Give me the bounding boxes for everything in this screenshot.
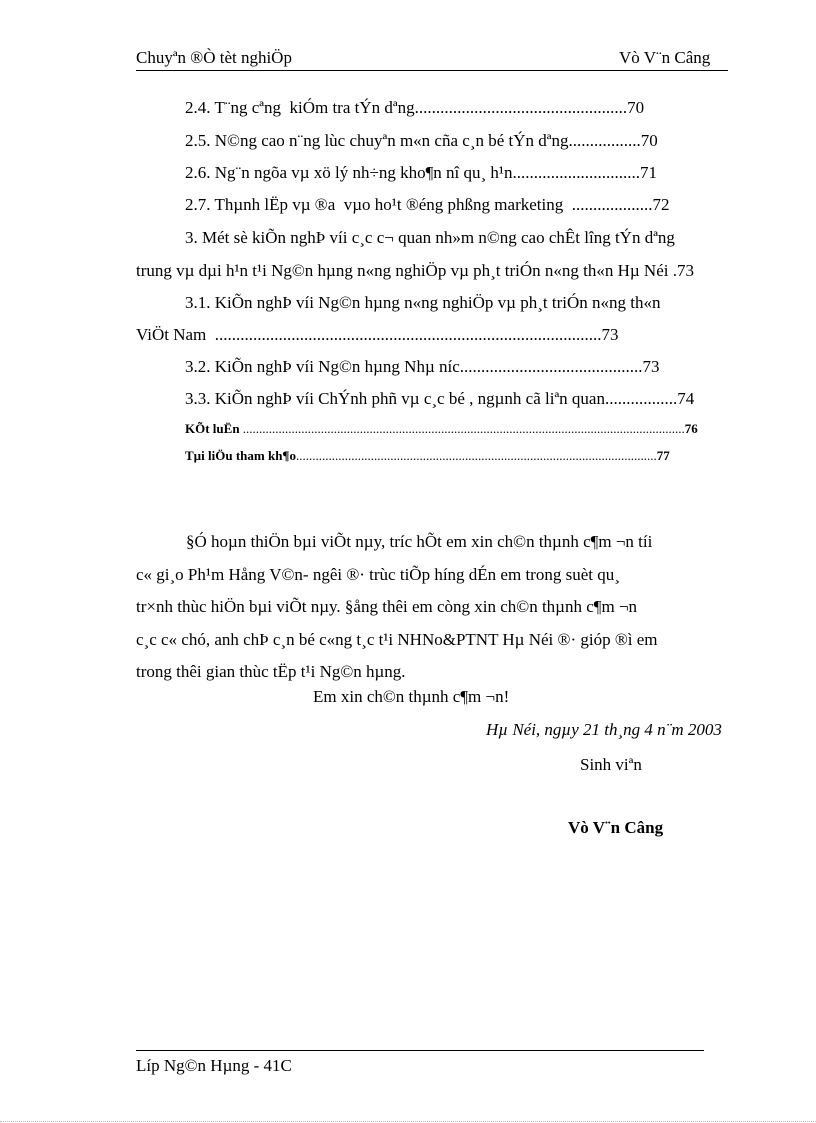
toc-entry: 2.4. T¨ng cªng kiÓm tra tÝn dªng..................................................70 (185, 98, 645, 117)
toc-entry: 3.2. KiÕn nghÞ víi Ng©n hµng Nhµ níc...........................................73 (185, 357, 660, 376)
page-edge (0, 1121, 816, 1122)
footer-rule (136, 1050, 704, 1051)
header-title: Chuyªn ®Ò tèt nghiÖp (136, 48, 292, 67)
toc-entry: trung vµ dµi h¹n t¹i Ng©n hµng n«ng nghiÖp vµ ph¸t triÓn n«ng th«n Hµ Néi .73 (136, 261, 694, 280)
toc-entry: KÕt luËn ........................................................................................................................................76 (185, 421, 698, 436)
toc-entry: Tµi liÖu tham kh¶o...............................................................................................................77 (185, 448, 670, 463)
thanks-line: Em xin ch©n thµnh c¶m ¬n! (313, 687, 510, 706)
ack-line: c¸c c« chó, anh chÞ c¸n bé c«ng t¸c t¹i NHNo&PTNT Hµ Néi ®· gióp ®ì em (136, 629, 658, 649)
toc-entry: 2.6. Ng¨n ngõa vµ xö lý nh÷ng kho¶n nî qu¸ h¹n..............................71 (185, 163, 658, 182)
toc-entry-line1: 3.1. KiÕn nghÞ víi Ng©n hµng n«ng nghiÖp vµ ph¸t triÓn n«ng th«n (185, 293, 661, 312)
acknowledgement-paragraph (136, 526, 756, 689)
ack-line: tr×nh thùc hiÖn bµi viÕt nµy. §ång thêi em còng xin ch©n thµnh c¶m ¬n (136, 597, 638, 616)
toc-entry: ViÖt Nam ...........................................................................................73 (136, 325, 619, 344)
signer-name: Vò V¨n Câng (568, 818, 664, 837)
toc-entry: 2.5. N©ng cao n¨ng lùc chuyªn m«n cña c¸n bé tÝn dªng.................70 (185, 131, 658, 150)
header-rule (136, 70, 728, 71)
toc-entry: 2.7. Thµnh lËp vµ ®a vµo ho¹t ®éng phßng marketing ...................72 (185, 195, 670, 214)
ack-line: c« gi¸o Ph¹m Hång V©n- ngêi ®· trùc tiÕp híng dÉn em trong suèt qu¸ (136, 564, 620, 584)
signer-role: Sinh viªn (580, 755, 642, 774)
ack-line: trong thêi gian thùc tËp t¹i Ng©n hµng. (136, 662, 406, 681)
ack-line: §Ó hoµn thiÖn bµi viÕt nµy, tríc hÕt em xin ch©n thµnh c¶m ¬n tíi (186, 532, 653, 551)
toc-entry-line1: 3. Mét sè kiÕn nghÞ víi c¸c c¬ quan nh»m n©ng cao chÊt lîng tÝn dªng (185, 228, 675, 247)
header-author: Vò V¨n Câng (619, 48, 711, 67)
footer-class: Líp Ng©n Hµng - 41C (136, 1056, 292, 1075)
place-date: Hµ Néi, ngµy 21 th¸ng 4 n¨m 2003 (486, 720, 722, 739)
toc-entry: 3.3. KiÕn nghÞ víi ChÝnh phñ vµ c¸c bé , ngµnh cã liªn quan.................74 (185, 389, 695, 408)
